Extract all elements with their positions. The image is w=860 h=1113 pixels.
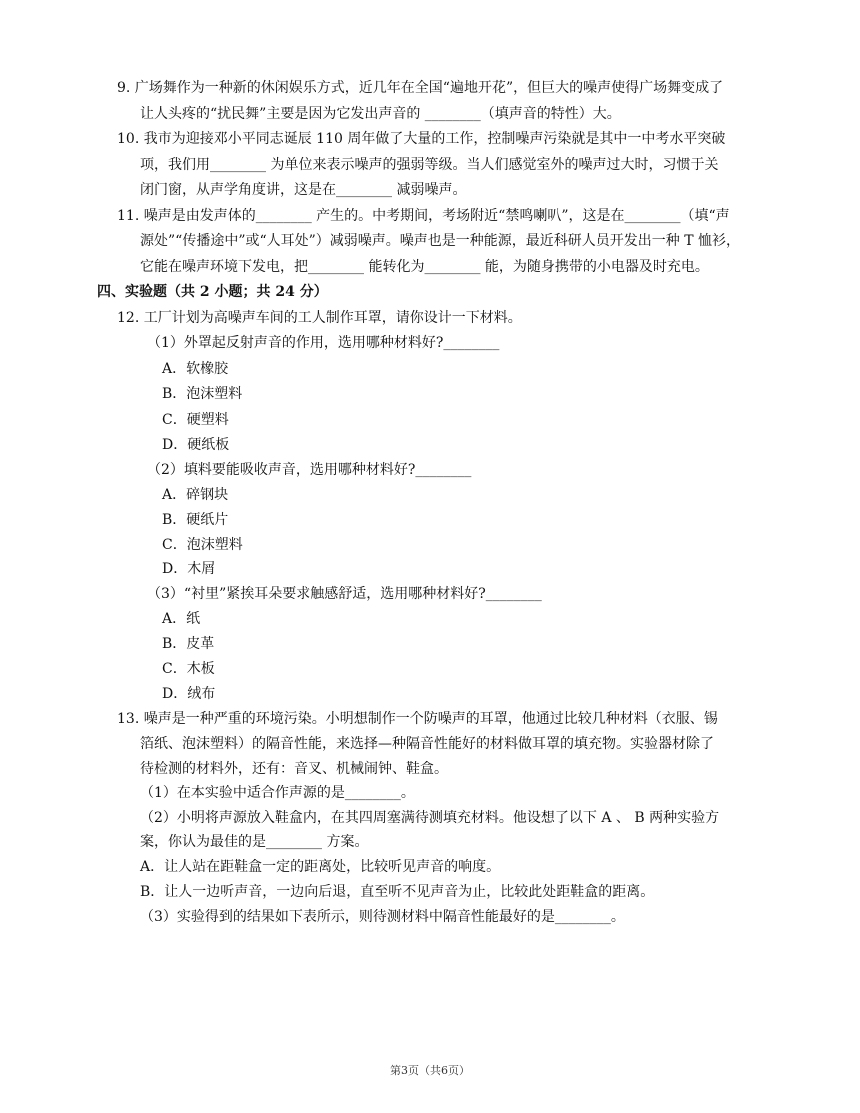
q9-line-2: 让人头疼的“扰民舞”主要是因为它发出声音的 ________（填声音的特性）大。 <box>140 106 621 122</box>
q12-part-3-option-a: A．纸 <box>162 611 201 627</box>
q12-part-1-option-c: C．硬塑料 <box>162 412 229 428</box>
q13-part-2-line-1: （2）小明将声源放入鞋盒内，在其四周塞满待测填充材料。他设想了以下 A 、 B 两种实验方 <box>140 810 720 826</box>
q12-part-3: （3）“衬里”紧挨耳朵要求触感舒适，选用哪种材料好?________ <box>147 586 542 602</box>
q12-part-3-option-d: D．绒布 <box>162 686 216 702</box>
q11-line-3: 它能在噪声环境下发电，把________ 能转化为________ 能，为随身携带的小电器及时充电。 <box>140 259 709 275</box>
q12-part-2: （2）填料要能吸收声音，选用哪种材料好?________ <box>147 462 472 478</box>
q12-stem: 12. 工厂计划为高噪声车间的工人制作耳罩，请你设计一下材料。 <box>117 310 522 326</box>
q12-part-2-option-a: A．碎钢块 <box>162 487 229 503</box>
q13-part-3: （3）实验得到的结果如下表所示，则待测材料中隔音性能最好的是________。 <box>140 909 625 925</box>
q10-line-3: 闭门窗，从声学角度讲，这是在________ 减弱噪声。 <box>140 182 467 198</box>
q10-line-2: 项，我们用________ 为单位来表示噪声的强弱等级。当人们感觉室外的噪声过大时，习惯于关 <box>140 157 719 173</box>
q13-part-2-line-2: 案，你认为最佳的是________ 方案。 <box>140 834 369 850</box>
q12-part-2-option-d: D．木屑 <box>162 561 216 577</box>
q13-line-2: 箔纸、泡沫塑料）的隔音性能，来选择—种隔音性能好的材料做耳罩的填充物。实验器材除了 <box>140 736 714 752</box>
q13-part-1: （1）在本实验中适合作声源的是________。 <box>140 785 415 801</box>
q13-line-3: 待检测的材料外，还有：音叉、机械闹钟、鞋盒。 <box>140 761 448 777</box>
q13-option-b: B．让人一边听声音，一边向后退，直至听不见声音为止，比较此处距鞋盒的距离。 <box>140 884 655 900</box>
q11-line-2: 源处”“传播途中”或“人耳处”）减弱噪声。噪声也是一种能源，最近科研人员开发出一种 T 恤衫， <box>140 233 741 249</box>
q12-part-1: （1）外罩起反射声音的作用，选用哪种材料好?________ <box>147 335 500 351</box>
q13-line-1: 13. 噪声是一种严重的环境污染。小明想制作一个防噪声的耳罩，他通过比较几种材料（衣服、锡 <box>117 711 718 727</box>
q12-part-2-option-c: C．泡沫塑料 <box>162 537 243 553</box>
q12-part-2-option-b: B．硬纸片 <box>162 512 229 528</box>
q9-line-1: 9. 广场舞作为一种新的休闲娱乐方式，近几年在全国“遍地开花”，但巨大的噪声使得广场舞变成了 <box>117 80 724 96</box>
q12-part-3-option-c: C．木板 <box>162 661 215 677</box>
q12-part-1-option-d: D．硬纸板 <box>162 437 230 453</box>
page-footer: 第3页（共6页） <box>390 1064 470 1077</box>
q11-line-1: 11. 噪声是由发声体的________ 产生的。中考期间，考场附近“禁鸣喇叭”，这是在________（填“声 <box>117 208 730 224</box>
q12-part-3-option-b: B．皮革 <box>162 636 215 652</box>
section-heading: 四、实验题（共 2 小题；共 24 分） <box>97 284 328 300</box>
q10-line-1: 10. 我市为迎接邓小平同志诞辰 110 周年做了大量的工作，控制噪声污染就是其中一中考水平突破 <box>117 131 726 147</box>
q12-part-1-option-b: B．泡沫塑料 <box>162 386 243 402</box>
q12-part-1-option-a: A．软橡胶 <box>162 361 229 377</box>
q13-option-a: A．让人站在距鞋盒一定的距离处，比较听见声音的响度。 <box>140 859 501 875</box>
